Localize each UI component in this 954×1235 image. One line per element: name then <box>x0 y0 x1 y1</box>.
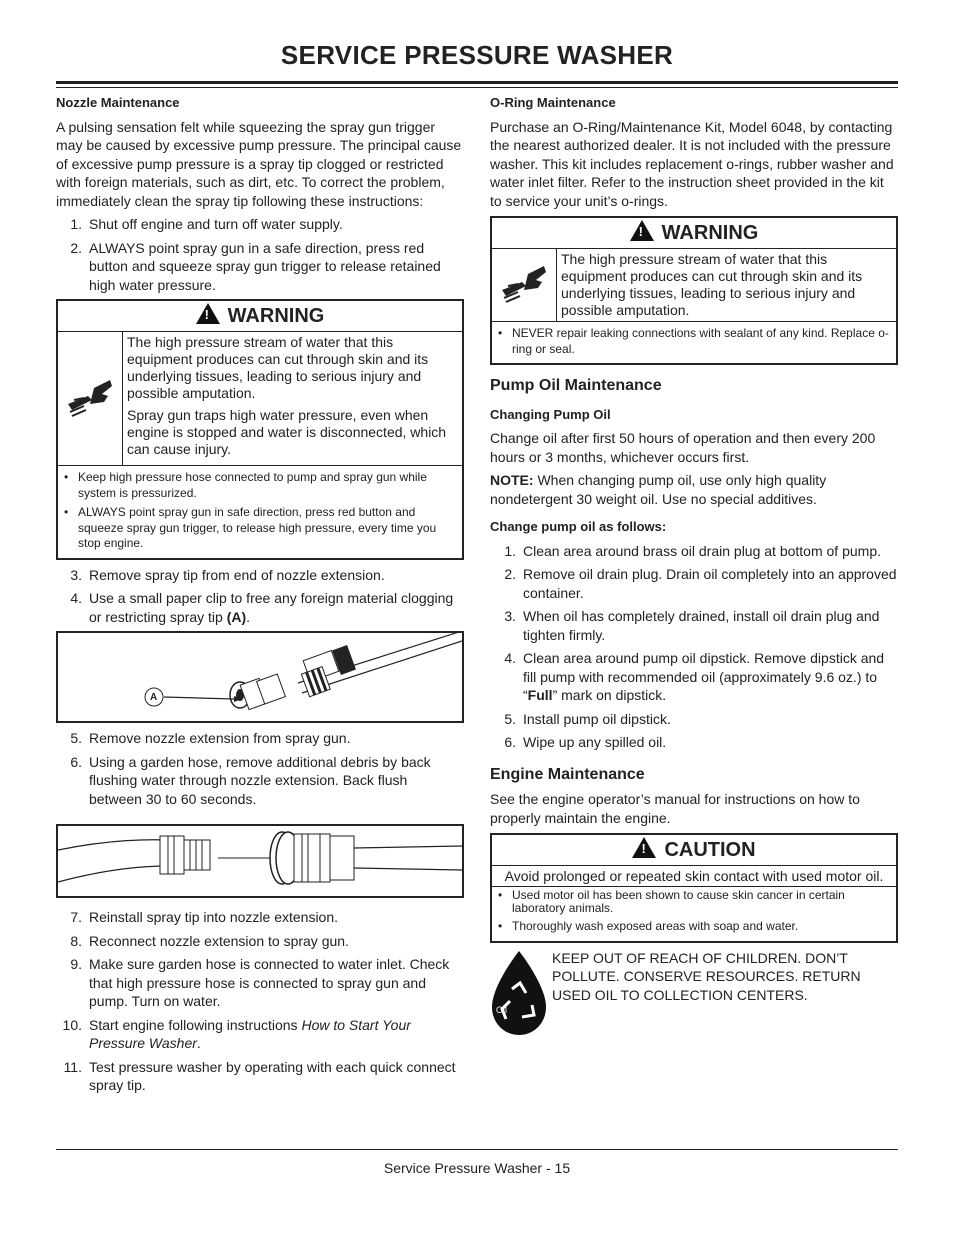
list-item: 2. Remove oil drain plug. Drain oil completely into an approved container. <box>504 566 897 601</box>
list-item: 2. ALWAYS point spray gun in a safe direction, press red button and squeeze spray gun trigger to release retained high water pressure. <box>70 239 441 293</box>
right-column <box>490 94 898 1041</box>
list-item: 8. Reconnect nozzle extension to spray gun. <box>70 932 349 949</box>
warning-triangle-icon <box>196 303 220 324</box>
warning-bullets <box>58 466 462 558</box>
list-item: • ALWAYS point spray gun in safe direction, press red button and squeeze spray gun trigger, to release high pressure, every time you stop engine. <box>64 505 458 552</box>
warning-box-2 <box>490 216 898 365</box>
list-item: 9. Make sure garden hose is connected to water inlet. Check that high pressure hose is connected to spray gun and pump. Turn on water. <box>70 956 450 1009</box>
steps-list-3-4 <box>56 566 464 627</box>
title-rule <box>56 81 898 84</box>
steps-list-b <box>56 729 464 808</box>
page-footer: Service Pressure Washer - 15 <box>383 1160 571 1176</box>
title-rule-thin <box>56 87 898 88</box>
list-item: 6. Using a garden hose, remove additional debris by back flushing water through nozzle extension. Back flush between 30 to 60 seconds. <box>70 753 431 807</box>
caution-header: !CAUTION <box>492 835 896 866</box>
injection-hazard-icon <box>58 332 123 465</box>
recycle-notice <box>490 949 898 1042</box>
changing-pump-oil-heading: Changing Pump Oil <box>490 406 611 422</box>
page-title: SERVICE PRESSURE WASHER <box>280 40 674 70</box>
hose-fitting-figure <box>56 824 464 898</box>
list-item: • Thoroughly wash exposed areas with soap and water. <box>498 919 892 935</box>
warning-triangle-icon <box>632 837 656 858</box>
engine-text: See the engine operator’s manual for instructions on how to properly maintain the engine. <box>490 791 860 826</box>
list-item: • NEVER repair leaking connections with sealant of any kind. Replace o-ring or seal. <box>498 326 892 357</box>
note: NOTE: When changing pump oil, use only high quality nondetergent 30 weight oil. Use no special additives. <box>490 472 827 507</box>
steps-list-a <box>56 215 464 294</box>
caution-box <box>490 833 898 943</box>
warning-header: !WARNING <box>492 218 896 249</box>
warning-text: The high pressure stream of water that this equipment produces can cut through skin and its underlying tissues, leading to serious injury and possible amputation. <box>127 334 429 401</box>
spray-tip-figure <box>56 631 464 723</box>
nozzle-intro: A pulsing sensation felt while squeezing the spray gun trigger may be caused by excessive pump pressure. The principal cause of excessive pump pressure is a spray tip clogged or restricted with foreign materials, such as dirt, etc. To correct the problem, immediately clean the spray tip following these instructions: <box>56 118 462 209</box>
oil-recycle-icon <box>490 949 550 1042</box>
caution-bullets <box>492 887 896 941</box>
recycle-text: KEEP OUT OF REACH OF CHILDREN. DON’T POLLUTE. CONSERVE RESOURCES. RETURN USED OIL TO COLLECTION CENTERS. <box>552 949 861 1003</box>
oring-text: Purchase an O-Ring/Maintenance Kit, Model 6048, by contacting the nearest authorized dealer. It is not included with the pressure washer. This kit includes replacement o-rings, rubber washer and water inlet filter. Refer to the instruction sheet provided in the kit to service your unit’s o-rings. <box>490 118 894 209</box>
caution-text: Avoid prolonged or repeated skin contact with used motor oil. <box>492 866 896 887</box>
nozzle-heading: Nozzle Maintenance <box>56 95 180 110</box>
steps-list-c <box>56 908 464 1095</box>
callout-a: A <box>150 692 158 703</box>
warning-triangle-icon <box>630 220 654 241</box>
warning-header: !WARNING <box>58 301 462 332</box>
warning-text: The high pressure stream of water that this equipment produces can cut through skin and its underlying tissues, leading to serious injury and possible amputation. <box>561 251 863 318</box>
change-as-follows: Change pump oil as follows: <box>490 519 667 534</box>
list-item: 3. When oil has completely drained, install oil drain plug and tighten firmly. <box>504 608 880 643</box>
oil-steps <box>490 542 898 752</box>
list-item: 1. Clean area around brass oil drain plug at bottom of pump. <box>504 542 881 559</box>
pump-oil-heading: Pump Oil Maintenance <box>490 377 662 394</box>
list-item: • Keep high pressure hose connected to pump and spray gun while system is pressurized. <box>64 470 458 501</box>
list-item: 10. Start engine following instructions How to Start Your Pressure Washer. <box>62 1016 411 1051</box>
list-item: • Used motor oil has been shown to cause skin cancer in certain laboratory animals. <box>498 889 892 915</box>
list-item: 3. Remove spray tip from end of nozzle extension. <box>70 566 385 583</box>
changing-text: Change oil after first 50 hours of operation and then every 200 hours or 3 months, whichever occurs first. <box>490 430 876 465</box>
list-item: 1. Shut off engine and turn off water supply. <box>70 216 343 232</box>
engine-heading: Engine Maintenance <box>490 765 645 783</box>
list-item: 5. Install pump oil dipstick. <box>504 710 671 727</box>
list-item: 4. Use a small paper clip to free any foreign material clogging or restricting spray tip (A). <box>70 590 454 625</box>
list-item: 5. Remove nozzle extension from spray gun. <box>70 730 351 746</box>
warning-text-2: Spray gun traps high water pressure, even when engine is stopped and water is disconnected, which can cause injury. <box>127 407 447 457</box>
list-item: 7. Reinstall spray tip into nozzle extension. <box>70 909 339 925</box>
list-item: 11. Test pressure washer by operating with each quick connect spray tip. <box>63 1058 456 1093</box>
footer-rule <box>56 1149 898 1150</box>
injection-hazard-icon <box>492 249 557 321</box>
left-column <box>56 94 464 1100</box>
list-item: 6. Wipe up any spilled oil. <box>504 734 667 750</box>
oil-icon-label: Oil <box>496 1004 507 1015</box>
warning-box <box>56 299 464 560</box>
oring-heading: O-Ring Maintenance <box>490 95 616 110</box>
warning-bullets <box>492 322 896 363</box>
list-item: 4. Clean area around pump oil dipstick. Remove dipstick and fill pump with recommended oil (approximately 9.6 oz.) to “Full” mark on dipstick. <box>504 650 885 703</box>
